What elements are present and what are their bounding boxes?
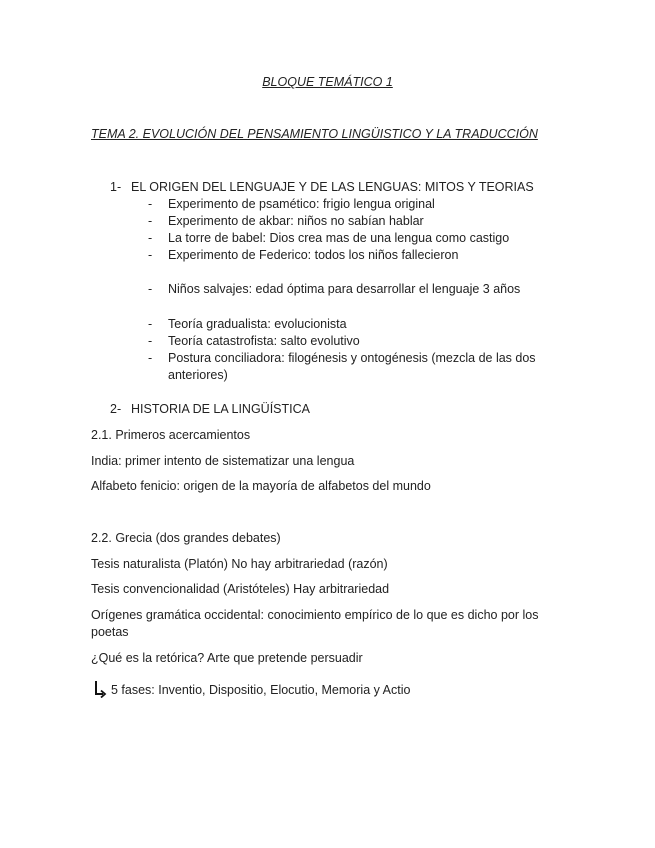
bullet-item: Teoría gradualista: evolucionista — [168, 317, 347, 331]
bullet-dash: - — [148, 231, 153, 245]
section1-number: 1- — [110, 180, 122, 194]
bullet-item: Experimento de akbar: niños no sabían hablar — [168, 214, 424, 228]
subsection-heading: 2.1. Primeros acercamientos — [91, 428, 251, 442]
bullet-item-continuation: anteriores) — [168, 368, 228, 382]
paragraph: India: primer intento de sistematizar una lengua — [91, 454, 355, 468]
section2-heading: HISTORIA DE LA LINGÜÍSTICA — [131, 402, 310, 416]
bullet-dash: - — [148, 317, 153, 331]
subsection-heading: 2.2. Grecia (dos grandes debates) — [91, 531, 281, 545]
bullet-item: Teoría catastrofista: salto evolutivo — [168, 334, 360, 348]
paragraph: Alfabeto fenicio: origen de la mayoría de alfabetos del mundo — [91, 479, 431, 493]
bullet-item: Postura conciliadora: filogénesis y ontogénesis (mezcla de las dos — [168, 351, 536, 365]
bullet-dash: - — [148, 351, 153, 365]
paragraph: Tesis convencionalidad (Aristóteles) Hay arbitrariedad — [91, 582, 390, 596]
phases-line: 5 fases: Inventio, Dispositio, Elocutio, Memoria y Actio — [111, 683, 411, 697]
bullet-item: Niños salvajes: edad óptima para desarrollar el lenguaje 3 años — [168, 282, 521, 296]
bullet-dash: - — [148, 334, 153, 348]
bullet-item: Experimento de psamético: frigio lengua original — [168, 197, 435, 211]
paragraph-continuation: poetas — [91, 625, 129, 639]
paragraph: ¿Qué es la retórica? Arte que pretende persuadir — [91, 651, 363, 665]
bullet-dash: - — [148, 197, 153, 211]
arrow-down-right-icon — [93, 680, 107, 698]
bullet-dash: - — [148, 248, 153, 262]
section2-number: 2- — [110, 402, 122, 416]
document-title: BLOQUE TEMÁTICO 1 — [262, 75, 393, 89]
paragraph: Tesis naturalista (Platón) No hay arbitrariedad (razón) — [91, 557, 388, 571]
bullet-item: La torre de babel: Dios crea mas de una lengua como castigo — [168, 231, 510, 245]
bullet-item: Experimento de Federico: todos los niños fallecieron — [168, 248, 459, 262]
bullet-dash: - — [148, 282, 153, 296]
paragraph: Orígenes gramática occidental: conocimiento empírico de lo que es dicho por los — [91, 608, 539, 622]
bullet-dash: - — [148, 214, 153, 228]
document-subtitle: TEMA 2. EVOLUCIÓN DEL PENSAMIENTO LINGÜISTICO Y LA TRADUCCIÓN — [91, 127, 538, 141]
section1-heading: EL ORIGEN DEL LENGUAJE Y DE LAS LENGUAS: MITOS Y TEORIAS — [131, 180, 534, 194]
